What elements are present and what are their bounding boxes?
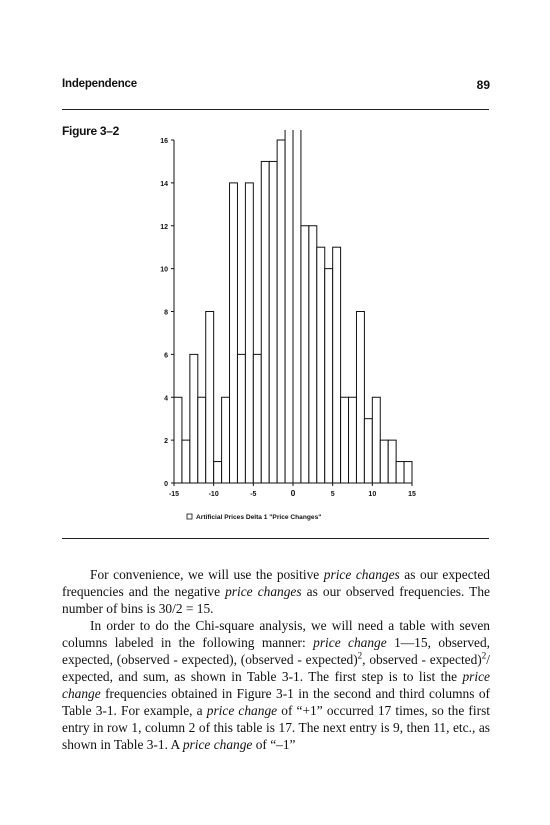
histogram-bar [309, 226, 317, 483]
x-tick-label: 10 [368, 491, 377, 498]
histogram-bar [214, 462, 222, 483]
y-tick-label: 2 [164, 438, 168, 446]
figure-bottom-rule [62, 538, 489, 539]
y-tick-label: 14 [160, 180, 168, 188]
histogram-bar [349, 397, 357, 483]
histogram-bar [206, 312, 214, 484]
histogram-bar [380, 440, 388, 483]
y-tick-label: 0 [164, 481, 168, 488]
x-tick-label: 15 [408, 491, 416, 498]
histogram-bar [396, 462, 404, 483]
figure-label: Figure 3–2 [62, 124, 120, 138]
histogram-chart [130, 130, 430, 530]
histogram-bar [222, 397, 230, 483]
histogram-bar [174, 397, 182, 483]
histogram-bar [230, 183, 238, 483]
paragraph-2: In order to do the Chi-square analysis, we will need a table with seven columns labeled in the following manner: price change 1—15, observed, expected, (observed - expected), (observed - expected)$^2$, observed - expected)$^2$/ expected, and sum, as shown in Table 3-1. The first step is to list the price change frequencies obtained in Figure 3-1 in the second and third columns of Table 3-1. For example, a price change of “+1” occurred 17 times, so the first entry in row 1, column 2 of this table is 17. The next entry is 9, then 11, etc., as shown in Table 3-1. A price change of “–1” [62, 618, 491, 752]
body-text [62, 566, 490, 753]
histogram-bar [372, 397, 380, 483]
y-tick-label: 12 [160, 223, 168, 231]
histogram-bar [333, 247, 341, 483]
histogram-bar [253, 354, 261, 483]
histogram-bar [364, 419, 372, 483]
histogram-bar [293, 130, 301, 483]
y-tick-label: 4 [164, 395, 168, 403]
x-tick-label: 5 [330, 491, 335, 498]
histogram-bar [182, 440, 190, 483]
x-tick-label: -15 [168, 491, 180, 498]
histogram-bar [388, 440, 396, 483]
x-tick-label: -5 [250, 491, 257, 498]
x-tick-label: 0 [290, 488, 296, 498]
paragraph-1: For convenience, we will use the positive price changes as our expected frequencies and the negative price changes as our observed frequencies. The number of bins is 30/2 = 15. [62, 567, 490, 616]
histogram-bar [356, 312, 364, 484]
histogram-bar [404, 462, 412, 483]
histogram-bar [301, 226, 309, 483]
histogram-bar [269, 161, 277, 483]
legend-swatch [187, 514, 192, 519]
x-tick-label: -10 [208, 491, 219, 498]
y-tick-label: 10 [160, 266, 168, 274]
histogram-bar [198, 397, 206, 483]
histogram-bar [237, 354, 245, 483]
histogram-bar [325, 269, 333, 483]
y-tick-label: 8 [164, 309, 168, 317]
y-tick-label: 6 [164, 352, 168, 360]
histogram-bar [245, 183, 253, 483]
running-header-title: Independence [62, 78, 137, 90]
histogram-bar [341, 397, 349, 483]
histogram-bar [285, 130, 293, 483]
histogram-bar [277, 140, 285, 483]
histogram-bar [317, 247, 325, 483]
histogram-bar [190, 354, 198, 483]
histogram-bar [261, 161, 269, 483]
page-number: 89 [476, 78, 490, 92]
y-tick-label: 16 [160, 138, 168, 145]
legend-label: Artificial Prices Delta 1 "Price Changes" [196, 514, 322, 521]
header-rule [62, 109, 489, 110]
